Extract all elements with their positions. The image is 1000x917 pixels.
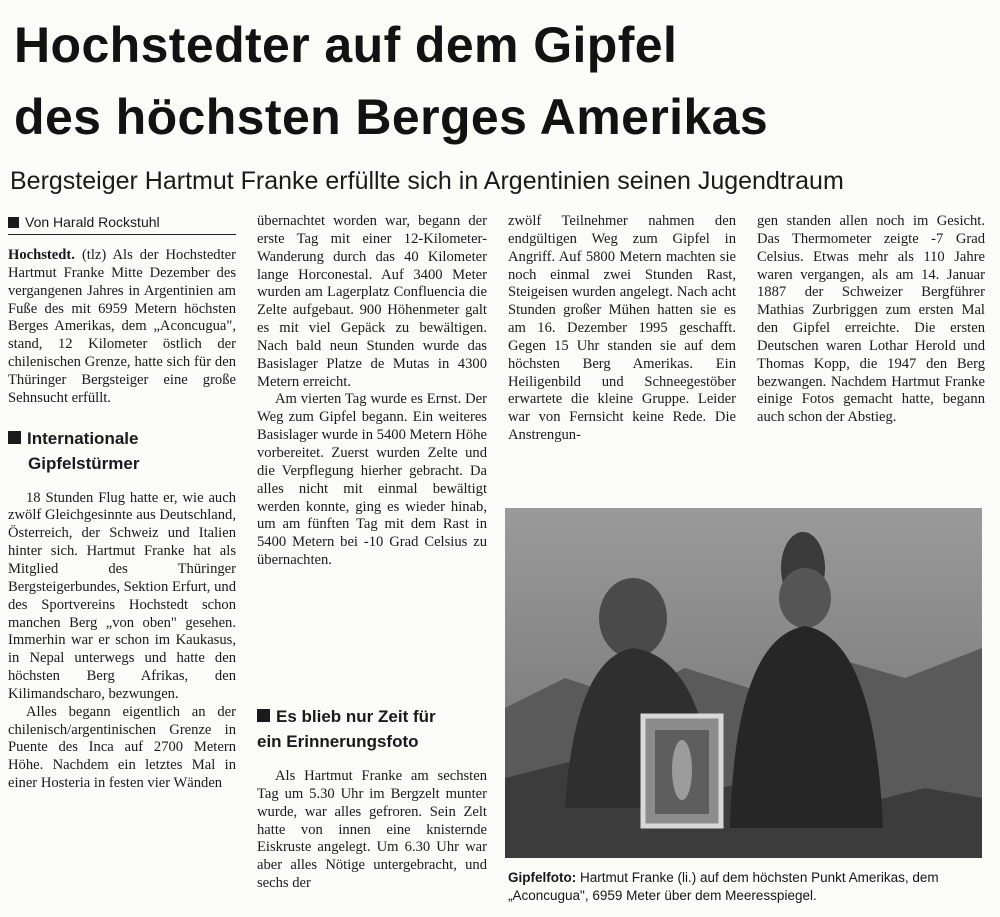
photo-caption (508, 869, 983, 905)
dateline: Hochstedt. (8, 247, 75, 263)
paragraph: 18 Stunden Flug hatte er, wie auch zwölf Gleichgesinnte aus Deutschland, Österreich, der Schweiz und Italien hinter sich. Hartmut Franke hat als Mitglied des Thüringer Bergsteigerbundes, Sektion Erfurt, und des Sportvereins Hochstedt schon manchen Berg „von oben" gesehen. Immerhin war er schon im Kaukasus, in Nepal unterwegs und hatte den höchsten Berg Afrikas, den Kilimandscharo, bezwungen. (8, 489, 236, 702)
column-2-lower (257, 700, 487, 893)
summit-photo (505, 508, 982, 858)
headline-line-1: Hochstedter auf dem Gipfel (14, 17, 678, 73)
subheading-line-2: ein Erinnerungsfoto (257, 732, 419, 751)
paragraph: zwölf Teilnehmer nahmen den endgültigen Weg zum Gipfel in Angriff. Auf 5800 Metern machten sie noch einmal zwei Stunden Rast, Steigeisen wurden angelegt. Nach acht Stunden großer Mühen hatten sie es am 16. Dezember 1995 geschafft. Gegen 15 Uhr standen sie auf dem höchsten Berg Amerikas. Ein Heiligenbild und Schneegestöber erwartete die kleine Gruppe. Leider war von Fernsicht keine Rede. Die Anstrengun- (508, 213, 736, 444)
paragraph: Alles begann eigentlich an der chilenisch/argentinischen Grenze in Puente des Inca auf 2700 Metern Höhe. Nachdem ein letztes Mal in einer Hosteria in festen vier Wänden (8, 703, 236, 792)
subheading-line-2: Gipfelstürmer (28, 453, 140, 473)
column-2 (257, 213, 487, 570)
column-3 (508, 213, 736, 445)
square-bullet-icon (8, 431, 21, 444)
paragraph: übernachtet worden war, begann der erste Tag mit einer 12-Kilometer-Wanderung durch das 40 Kilometer lange Horconestal. Auf 3400 Meter wurden am Lagerplatz Confluencia die Zelte aufgebaut. 900 Höhenmeter galt es mit viel Gepäck zu bewältigen. Nach bald neun Stunden wurde das Basislager Platze de Mutas in 4300 Metern erreicht. (257, 213, 487, 390)
subheading-line-1: Internationale (27, 428, 139, 448)
lead-text: (tlz) Als der Hochstedter Hartmut Franke Mitte Dezember des vergangenen Jahres in Argentinien am Fuße des mit 6959 Metern höchsten Berges Amerikas, dem „Aconcugua", stand, 12 Kilometer östlich der chilenischen Grenze, hatte sich für den Thüringer Bergsteiger eine große Sehnsucht erfüllt. (8, 247, 236, 406)
square-bullet-icon (8, 217, 19, 228)
subheading-international (8, 426, 236, 476)
paragraph: gen standen allen noch im Gesicht. Das Thermometer zeigte -7 Grad Celsius. Etwas mehr als 110 Jahre waren vergangen, als am 14. Januar 1887 der Schweizer Bergführer Mathias Zurbriggen zum ersten Mal den Gipfel erreichte. Die ersten Deutschen waren Lothar Herold und Thomas Kopp, die 1947 den Berg bezwangen. Nachdem Hartmut Franke einige Fotos gemacht hatte, begann auch schon der Abstieg. (757, 213, 985, 426)
paragraph: Als Hartmut Franke am sechsten Tag um 5.30 Uhr im Bergzelt munter wurde, war alles gefroren. Sein Zelt hatte von innen eine knisternde Eiskruste angelegt. Um 6.30 Uhr war aber alles Nötige untergebracht, und sechs der (257, 768, 487, 892)
caption-text: Hartmut Franke (li.) auf dem höchsten Punkt Amerikas, dem „Aconcugua", 6959 Meter über dem Meeresspiegel. (508, 870, 939, 903)
byline-text: Von Harald Rockstuhl (25, 214, 160, 230)
headline-line-2: des höchsten Berges Amerikas (14, 89, 769, 145)
column-4 (757, 213, 985, 427)
paragraph: Am vierten Tag wurde es Ernst. Der Weg zum Gipfel begann. Ein weiteres Basislager wurde in 5400 Metern Höhe vorbereitet. Zuerst wurden Zelte und die Verpflegung hierher gebracht. Da alles nicht mit einmal bewältigt werden konnte, ging es wieder hinab, um am fünften Tag mit dem Rast in 5400 Metern bei -10 Grad Celsius zu übernachten. (257, 391, 487, 569)
byline (8, 213, 236, 235)
summit-photo-image (505, 508, 982, 858)
square-bullet-icon (257, 709, 270, 722)
caption-label: Gipfelfoto: (508, 870, 577, 885)
subheading-line-1: Es blieb nur Zeit für (276, 707, 436, 726)
subheadline: Bergsteiger Hartmut Franke erfüllte sich in Argentinien seinen Jugendtraum (10, 167, 844, 195)
lead-paragraph (8, 247, 236, 408)
subheading-erinnerungsfoto (257, 704, 487, 754)
column-1 (8, 213, 236, 793)
